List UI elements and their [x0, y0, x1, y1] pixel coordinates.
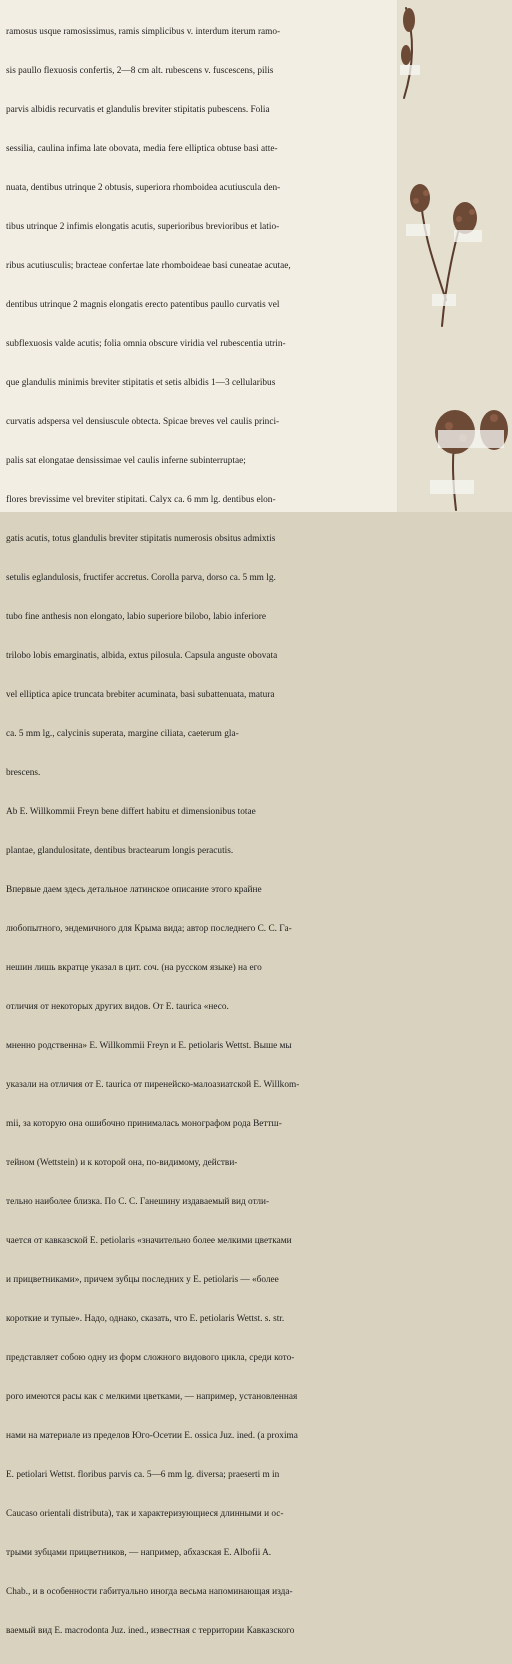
text-line: чается от кавказской E. petiolaris «значительно более мелкими цветками: [6, 1236, 292, 1246]
text-line: trilobo lobis emarginatis, albida, extus pilosula. Capsula anguste obovata: [6, 651, 278, 661]
text-line: brescens.: [6, 768, 41, 778]
text-line: curvatis adspersa vel densiuscule obtecta. Spicae breves vel caulis princi-: [6, 417, 280, 427]
text-line: mii, за которую она ошибочно принималась монографом рода Веттш-: [6, 1119, 282, 1129]
specimen-illustration: [398, 0, 512, 512]
text-line: subflexuosis valde acutis; folia omnia obscure viridia vel rubescentia utrin-: [6, 339, 286, 349]
text-line: sis paullo flexuosis confertis, 2—8 cm alt. rubescens v. fuscescens, pilis: [6, 66, 274, 76]
text-line: Ab E. Willkommii Freyn bene differt habitu et dimensionibus totae: [6, 807, 256, 817]
document-text: [6, 0, 392, 1664]
text-line: ribus acutiusculis; bracteae confertae late rhomboideae basi cuneatae acutae,: [6, 261, 291, 271]
text-line: palis sat elongatae densissimae vel caulis inferne subinterruptae;: [6, 456, 246, 466]
text-line: мненно родственна» E. Willkommii Freyn и E. petiolaris Wettst. Выше мы: [6, 1041, 292, 1051]
text-line: любопытного, эндемичного для Крыма вида; автор последнего С. С. Га-: [6, 924, 292, 934]
herbarium-sheet: [398, 0, 512, 512]
text-line: Caucaso orientali distributa), так и характеризующиеся длинными и ос-: [6, 1509, 284, 1519]
text-line: sessilia, caulina infima late obovata, media fere elliptica obtuse basi atte-: [6, 144, 278, 154]
text-line: setulis eglandulosis, fructifer accretus. Corolla parva, dorso ca. 5 mm lg.: [6, 573, 276, 583]
text-line: E. petiolari Wettst. floribus parvis ca. 5—6 mm lg. diversa; praeserti m in: [6, 1470, 280, 1480]
text-line: flores brevissime vel breviter stipitati. Calyx ca. 6 mm lg. dentibus elon-: [6, 495, 276, 505]
text-line: тельно наиболее близка. По С. С. Ганешину издаваемый вид отли-: [6, 1197, 270, 1207]
text-line: рого имеются расы как с мелкими цветками, — например, установленная: [6, 1392, 298, 1402]
text-line: трыми зубцами прицветников, — например, абхазская E. Albofii A.: [6, 1548, 272, 1558]
text-line: указали на отличия от E. taurica от пиренейско-малоазиатской E. Willkom-: [6, 1080, 300, 1090]
text-line: Впервые даем здесь детальное латинское описание этого крайне: [6, 885, 262, 895]
text-line: нами на материале из пределов Юго-Осетии E. ossica Juz. ined. (a proxima: [6, 1431, 298, 1441]
text-line: parvis albidis recurvatis et glandulis breviter stipitatis pubescens. Folia: [6, 105, 270, 115]
text-line: que glandulis minimis breviter stipitatis et setis albidis 1—3 cellularibus: [6, 378, 276, 388]
text-line: тейном (Wettstein) и к которой она, по-видимому, действи-: [6, 1158, 238, 1168]
text-line: Chab., и в особенности габитуально иногда весьма напоминающая изда-: [6, 1587, 293, 1597]
text-line: ramosus usque ramosissimus, ramis simplicibus v. interdum iterum ramo-: [6, 27, 281, 37]
text-line: ваемый вид E. macrodonta Juz. ined., известная с территории Кавказского: [6, 1626, 295, 1636]
text-line: отличия от некоторых других видов. От E. taurica «несо.: [6, 1002, 229, 1012]
text-line: tubo fine anthesis non elongato, labio superiore bilobo, labio inferiore: [6, 612, 266, 622]
text-line: представляет собою одну из форм сложного видового цикла, среди кото-: [6, 1353, 295, 1363]
text-line: короткие и тупые». Надо, однако, сказать, что E. petiolaris Wettst. s. str.: [6, 1314, 285, 1324]
text-line: tibus utrinque 2 infimis elongatis acutis, superioribus brevioribus et latio-: [6, 222, 280, 232]
text-line: и прицветниками», причем зубцы последних у E. petiolaris — «более: [6, 1275, 279, 1285]
text-line: plantae, glandulositate, dentibus bractearum longis peracutis.: [6, 846, 234, 856]
text-line: нешин лишь вкратце указал в цит. соч. (на русском языке) на его: [6, 963, 262, 973]
text-line: nuata, dentibus utrinque 2 obtusis, superiora rhomboidea acutiuscula den-: [6, 183, 281, 193]
text-line: gatis acutis, totus glandulis breviter stipitatis numerosis obsitus admixtis: [6, 534, 276, 544]
text-line: dentibus utrinque 2 magnis elongatis erecto patentibus paullo curvatis vel: [6, 300, 280, 310]
text-line: vel elliptica apice truncata brebiter acuminata, basi subattenuata, matura: [6, 690, 275, 700]
text-line: ca. 5 mm lg., calycinis superata, margine ciliata, caeterum gla-: [6, 729, 239, 739]
